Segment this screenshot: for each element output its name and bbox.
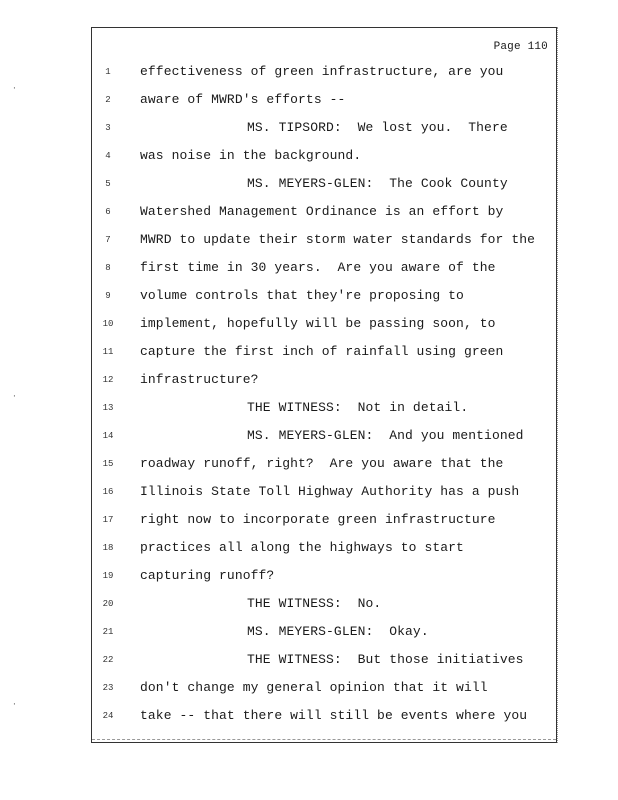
line-text: capturing runoff? [140, 568, 275, 583]
line-text: Watershed Management Ordinance is an effort by [140, 204, 504, 219]
line-number: 4 [105, 151, 111, 161]
line-text: infrastructure? [140, 372, 259, 387]
line-text: effectiveness of green infrastructure, are you [140, 64, 504, 79]
transcript-line [92, 540, 556, 558]
line-text: MS. MEYERS-GLEN: The Cook County [247, 176, 508, 191]
line-text: Illinois State Toll Highway Authority has a push [140, 484, 520, 499]
line-number: 13 [102, 403, 114, 413]
line-text: aware of MWRD's efforts -- [140, 92, 346, 107]
line-number: 16 [102, 487, 114, 497]
transcript-line [92, 148, 556, 166]
transcript-line [92, 400, 556, 418]
line-number: 22 [102, 655, 114, 665]
line-text: roadway runoff, right? Are you aware that the [140, 456, 504, 471]
line-text: capture the first inch of rainfall using green [140, 344, 504, 359]
line-number: 24 [102, 711, 114, 721]
line-number: 2 [105, 95, 111, 105]
line-text: THE WITNESS: Not in detail. [247, 400, 469, 415]
line-number: 23 [102, 683, 114, 693]
transcript-page [91, 27, 557, 743]
line-number: 17 [102, 515, 114, 525]
line-number: 5 [105, 179, 111, 189]
line-text: was noise in the background. [140, 148, 362, 163]
transcript-line [92, 64, 556, 82]
line-number: 7 [105, 235, 111, 245]
line-text: don't change my general opinion that it will [140, 680, 488, 695]
transcript-line [92, 92, 556, 110]
scan-speck: · [12, 84, 17, 93]
transcript-line [92, 120, 556, 138]
line-number: 9 [105, 291, 111, 301]
line-text: MS. MEYERS-GLEN: And you mentioned [247, 428, 524, 443]
line-number: 18 [102, 543, 114, 553]
transcript-line [92, 624, 556, 642]
transcript-line [92, 708, 556, 726]
line-number: 6 [105, 207, 111, 217]
line-text: implement, hopefully will be passing soon, to [140, 316, 496, 331]
transcript-line [92, 680, 556, 698]
line-text: practices all along the highways to start [140, 540, 464, 555]
transcript-line [92, 344, 556, 362]
line-text: THE WITNESS: But those initiatives [247, 652, 524, 667]
line-text: take -- that there will still be events where you [140, 708, 528, 723]
line-number: 20 [102, 599, 114, 609]
line-number: 12 [102, 375, 114, 385]
page-number: Page 110 [493, 41, 548, 53]
scan-speck: · [12, 392, 17, 401]
line-number: 11 [102, 347, 114, 357]
transcript-line [92, 232, 556, 250]
line-number: 15 [102, 459, 114, 469]
transcript-line [92, 652, 556, 670]
transcript-line [92, 372, 556, 390]
transcript-line [92, 568, 556, 586]
line-number: 8 [105, 263, 111, 273]
scan-speck: · [12, 700, 17, 709]
transcript-line [92, 512, 556, 530]
line-number: 21 [102, 627, 114, 637]
line-number: 1 [105, 67, 111, 77]
line-text: MWRD to update their storm water standards for the [140, 232, 536, 247]
transcript-line [92, 204, 556, 222]
line-number: 3 [105, 123, 111, 133]
transcript-line [92, 316, 556, 334]
line-text: MS. TIPSORD: We lost you. There [247, 120, 508, 135]
transcript-line [92, 484, 556, 502]
transcript-line [92, 288, 556, 306]
line-text: right now to incorporate green infrastructure [140, 512, 496, 527]
line-text: volume controls that they're proposing to [140, 288, 464, 303]
line-text: THE WITNESS: No. [247, 596, 382, 611]
transcript-line [92, 456, 556, 474]
transcript-line [92, 176, 556, 194]
line-number: 10 [102, 319, 114, 329]
scan-edge-divider [557, 27, 564, 743]
line-number: 19 [102, 571, 114, 581]
line-text: MS. MEYERS-GLEN: Okay. [247, 624, 429, 639]
line-number: 14 [102, 431, 114, 441]
transcript-line [92, 428, 556, 446]
transcript-line [92, 596, 556, 614]
transcript-line [92, 260, 556, 278]
line-text: first time in 30 years. Are you aware of the [140, 260, 496, 275]
